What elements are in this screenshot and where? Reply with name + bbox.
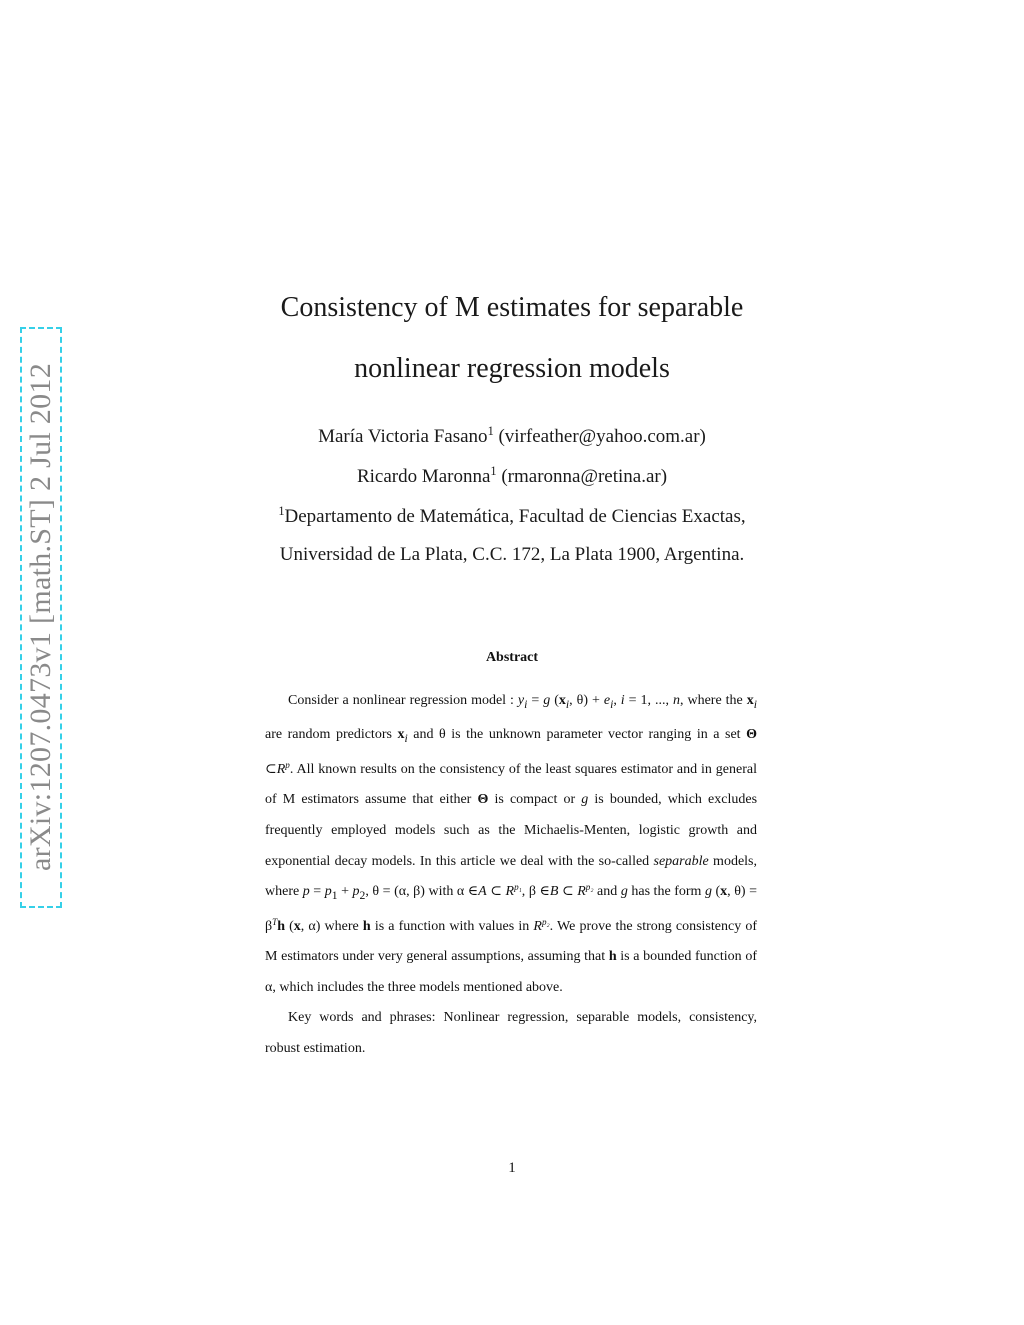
abstract-text: are random predictors (265, 727, 398, 743)
abstract-text: is bounded, which excludes frequently employed models such as the Michaelis-Menten, logistic growth and exponential decay models. In this article we deal with the so-called (265, 792, 758, 869)
affiliation-mark: 1 (278, 504, 285, 519)
math-symbol: i (620, 693, 625, 708)
abstract-text: is compact or (488, 792, 582, 808)
abstract-heading: Abstract (485, 650, 539, 665)
abstract-text: ( (284, 918, 294, 934)
math-subscript: 1 (331, 888, 338, 902)
math-vector: x (746, 693, 754, 708)
math-vector: x (558, 693, 566, 708)
author-1-name: María Victoria Fasano (318, 426, 488, 447)
math-subscript: i (753, 697, 757, 711)
math-symbol: y (517, 693, 525, 708)
emphasis-text: separable (653, 853, 709, 869)
math-subscript: i (565, 697, 570, 711)
math-vector: h (608, 949, 617, 965)
math-symbol: B (549, 884, 559, 900)
math-vector: h (362, 918, 371, 934)
math-vector: x (397, 727, 405, 743)
abstract-text: ( (550, 693, 559, 708)
math-vector: h (277, 918, 285, 934)
abstract-text: ⊂ (486, 884, 506, 900)
math-symbol: R (533, 918, 542, 934)
math-vector: x (293, 918, 301, 934)
abstract-text: , (613, 693, 621, 708)
abstract-text: , where the (680, 693, 747, 708)
keywords-paragraph: Key words and phrases: Nonlinear regression, separable models, consistency, robust estimation. (265, 1010, 757, 1056)
math-superscript: p (285, 759, 290, 770)
math-symbol: A (478, 884, 487, 900)
math-subscript: i (524, 697, 528, 711)
author-2 (0, 466, 1024, 488)
abstract-text: , θ = (α, β) with α ∈ (365, 884, 479, 900)
abstract-text: and (593, 884, 621, 900)
math-superscript: p₁ (514, 882, 522, 893)
page-number: 1 (508, 1160, 516, 1176)
abstract-text: = (527, 693, 544, 708)
abstract-text: = (309, 884, 325, 900)
math-symbol: R (577, 884, 586, 900)
abstract-text: , β ∈ (521, 884, 550, 900)
abstract-text: is a function with values in (370, 918, 534, 934)
abstract-text: ⊂ (558, 884, 578, 900)
abstract-text: = 1, ..., (624, 693, 673, 708)
author-1 (0, 426, 1024, 448)
abstract-text: . We prove the strong consistency of M estimators under very general assumptions, assuming that (265, 918, 757, 965)
abstract-text: , θ) = β (265, 884, 757, 934)
abstract-text: models, where (265, 853, 758, 900)
math-symbol: e (603, 693, 611, 708)
abstract-text: Consider a nonlinear regression model : (288, 693, 518, 708)
math-symbol: p (302, 884, 310, 900)
affiliation-text-1: Departamento de Matemática, Facultad de Ciencias Exactas, (284, 506, 746, 527)
math-superscript: p₂ (541, 916, 550, 927)
math-subscript: i (610, 697, 614, 711)
paper-title-line-1: Consistency of M estimates for separable (280, 292, 744, 323)
author-2-affil-mark: 1 (490, 464, 497, 479)
affiliation-line-1 (0, 506, 1024, 528)
math-superscript: T (272, 916, 278, 927)
math-symbol: g (704, 884, 712, 900)
math-symbol: g (581, 792, 589, 808)
math-symbol: g (543, 693, 551, 708)
abstract-text: , α) where (300, 918, 363, 934)
abstract-text: + (337, 884, 353, 900)
math-subscript: 2 (359, 888, 366, 902)
math-superscript: p₂ (585, 882, 594, 893)
abstract-paragraph (265, 686, 757, 1003)
paper-title-line-2: nonlinear regression models (354, 353, 670, 384)
abstract-body (265, 686, 757, 1065)
math-subscript: i (404, 732, 408, 746)
math-symbol: p (352, 884, 360, 900)
math-vector: Θ (746, 727, 757, 743)
abstract-text: is a bounded function of α, which includes the three models mentioned above. (265, 949, 757, 995)
math-vector: Θ (477, 792, 489, 808)
arxiv-identifier: arXiv:1207.0473v1 [math.ST] 2 Jul 2012 (24, 362, 57, 872)
abstract-text: ( (711, 884, 721, 900)
author-1-email: (virfeather@yahoo.com.ar) (498, 426, 706, 447)
author-2-email: (rmaronna@retina.ar) (501, 466, 668, 487)
abstract-text: ⊂ (265, 761, 277, 777)
abstract-text: . All known results on the consistency of the least squares estimator and in general of M estimators assume that either (265, 761, 757, 808)
math-symbol: R (276, 761, 286, 777)
affiliation-line-2: Universidad de La Plata, C.C. 172, La Plata 1900, Argentina. (279, 544, 745, 565)
abstract-text: , θ) + (569, 693, 604, 708)
author-1-affil-mark: 1 (487, 424, 494, 439)
abstract-text: has the form (627, 884, 705, 900)
author-2-name: Ricardo Maronna (356, 466, 491, 487)
math-symbol: p (324, 884, 332, 900)
math-symbol: n (673, 693, 680, 708)
math-symbol: g (620, 884, 628, 900)
abstract-text: and θ is the unknown parameter vector ranging in a set (407, 727, 747, 743)
math-vector: x (720, 884, 728, 900)
math-symbol: R (505, 884, 515, 900)
